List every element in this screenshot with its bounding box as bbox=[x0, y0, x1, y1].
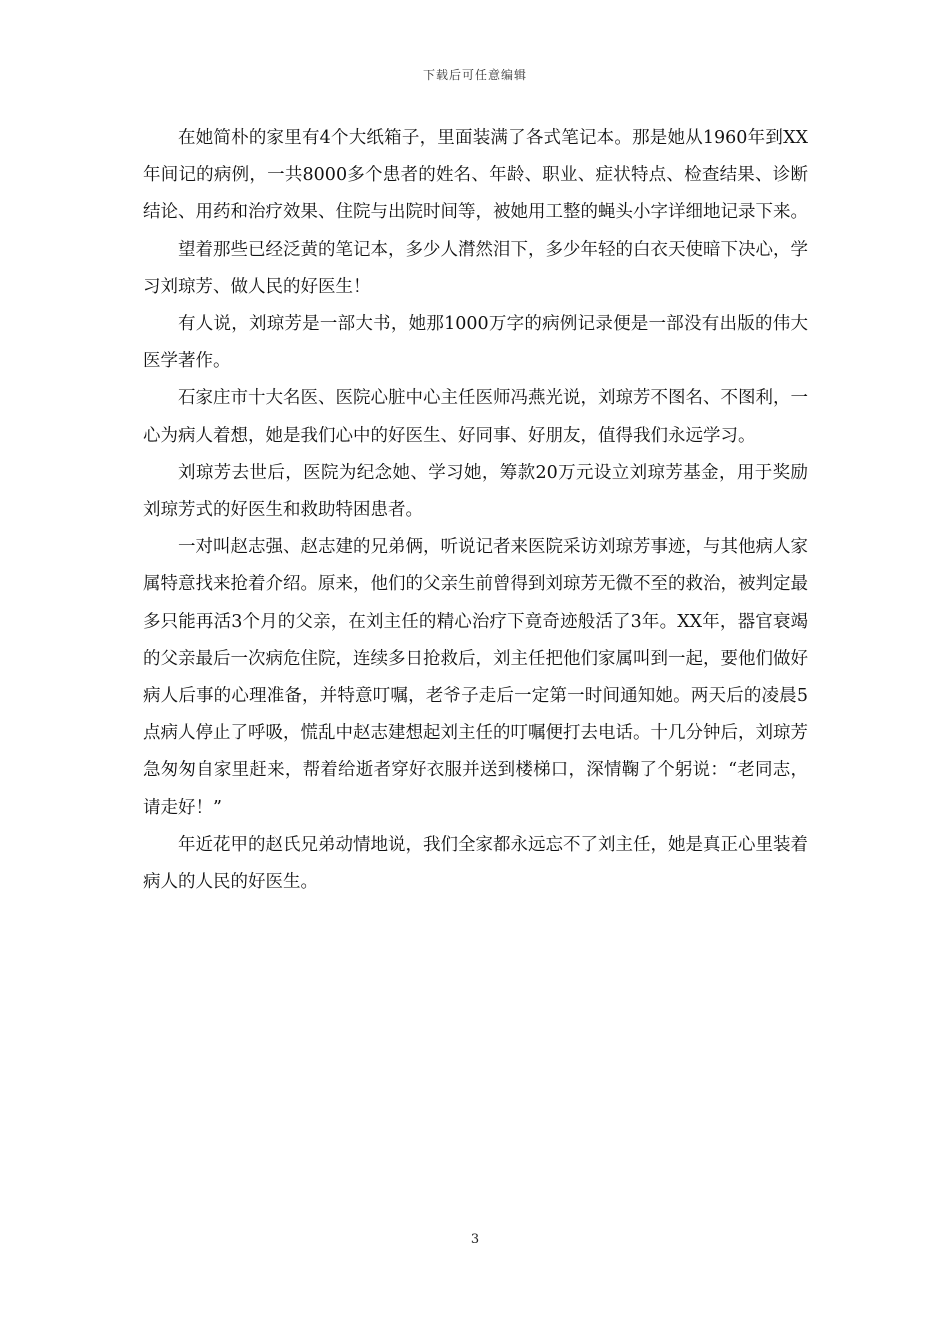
paragraph: 一对叫赵志强、赵志建的兄弟俩，听说记者来医院采访刘琼芳事迹，与其他病人家属特意找来抢着介绍。原来，他们的父亲生前曾得到刘琼芳无微不至的救治，被判定最多只能再活3个月的父亲，在刘主任的精心治疗下竟奇迹般活了3年。XX年，器官衰竭的父亲最后一次病危住院，连续多日抢救后，刘主任把他们家属叫到一起，要他们做好病人后事的心理准备，并特意叮嘱，老爷子走后一定第一时间通知她。两天后的凌晨5点病人停止了呼吸，慌乱中赵志建想起刘主任的叮嘱便打去电话。十几分钟后，刘琼芳急匆匆自家里赶来，帮着给逝者穿好衣服并送到楼梯口，深情鞠了个躬说：“老同志，请走好！” bbox=[143, 537, 808, 818]
page-header: 下载后可任意编辑 bbox=[422, 68, 527, 82]
paragraph: 石家庄市十大名医、医院心脏中心主任医师冯燕光说，刘琼芳不图名、不图利，一心为病人着想，她是我们心中的好医生、好同事、好朋友，值得我们永远学习。 bbox=[143, 388, 808, 446]
paragraph: 年近花甲的赵氏兄弟动情地说，我们全家都永远忘不了刘主任，她是真正心里装着病人的人民的好医生。 bbox=[143, 834, 808, 893]
document-body bbox=[143, 120, 808, 901]
paragraph: 望着那些已经泛黄的笔记本，多少人潸然泪下，多少年轻的白衣天使暗下决心，学习刘琼芳、做人民的好医生！ bbox=[143, 239, 808, 297]
page-number: 3 bbox=[470, 1232, 480, 1247]
paragraph: 刘琼芳去世后，医院为纪念她、学习她，筹款20万元设立刘琼芳基金，用于奖励刘琼芳式的好医生和救助特困患者。 bbox=[143, 462, 808, 521]
paragraph: 在她简朴的家里有4个大纸箱子，里面装满了各式笔记本。那是她从1960年到XX年间记的病例，一共8000多个患者的姓名、年龄、职业、症状特点、检查结果、诊断结论、用药和治疗效果、住院与出院时间等，被她用工整的蝇头小字详细地记录下来。 bbox=[143, 128, 808, 223]
paragraph: 有人说，刘琼芳是一部大书，她那1000万字的病例记录便是一部没有出版的伟大医学著作。 bbox=[143, 314, 808, 372]
